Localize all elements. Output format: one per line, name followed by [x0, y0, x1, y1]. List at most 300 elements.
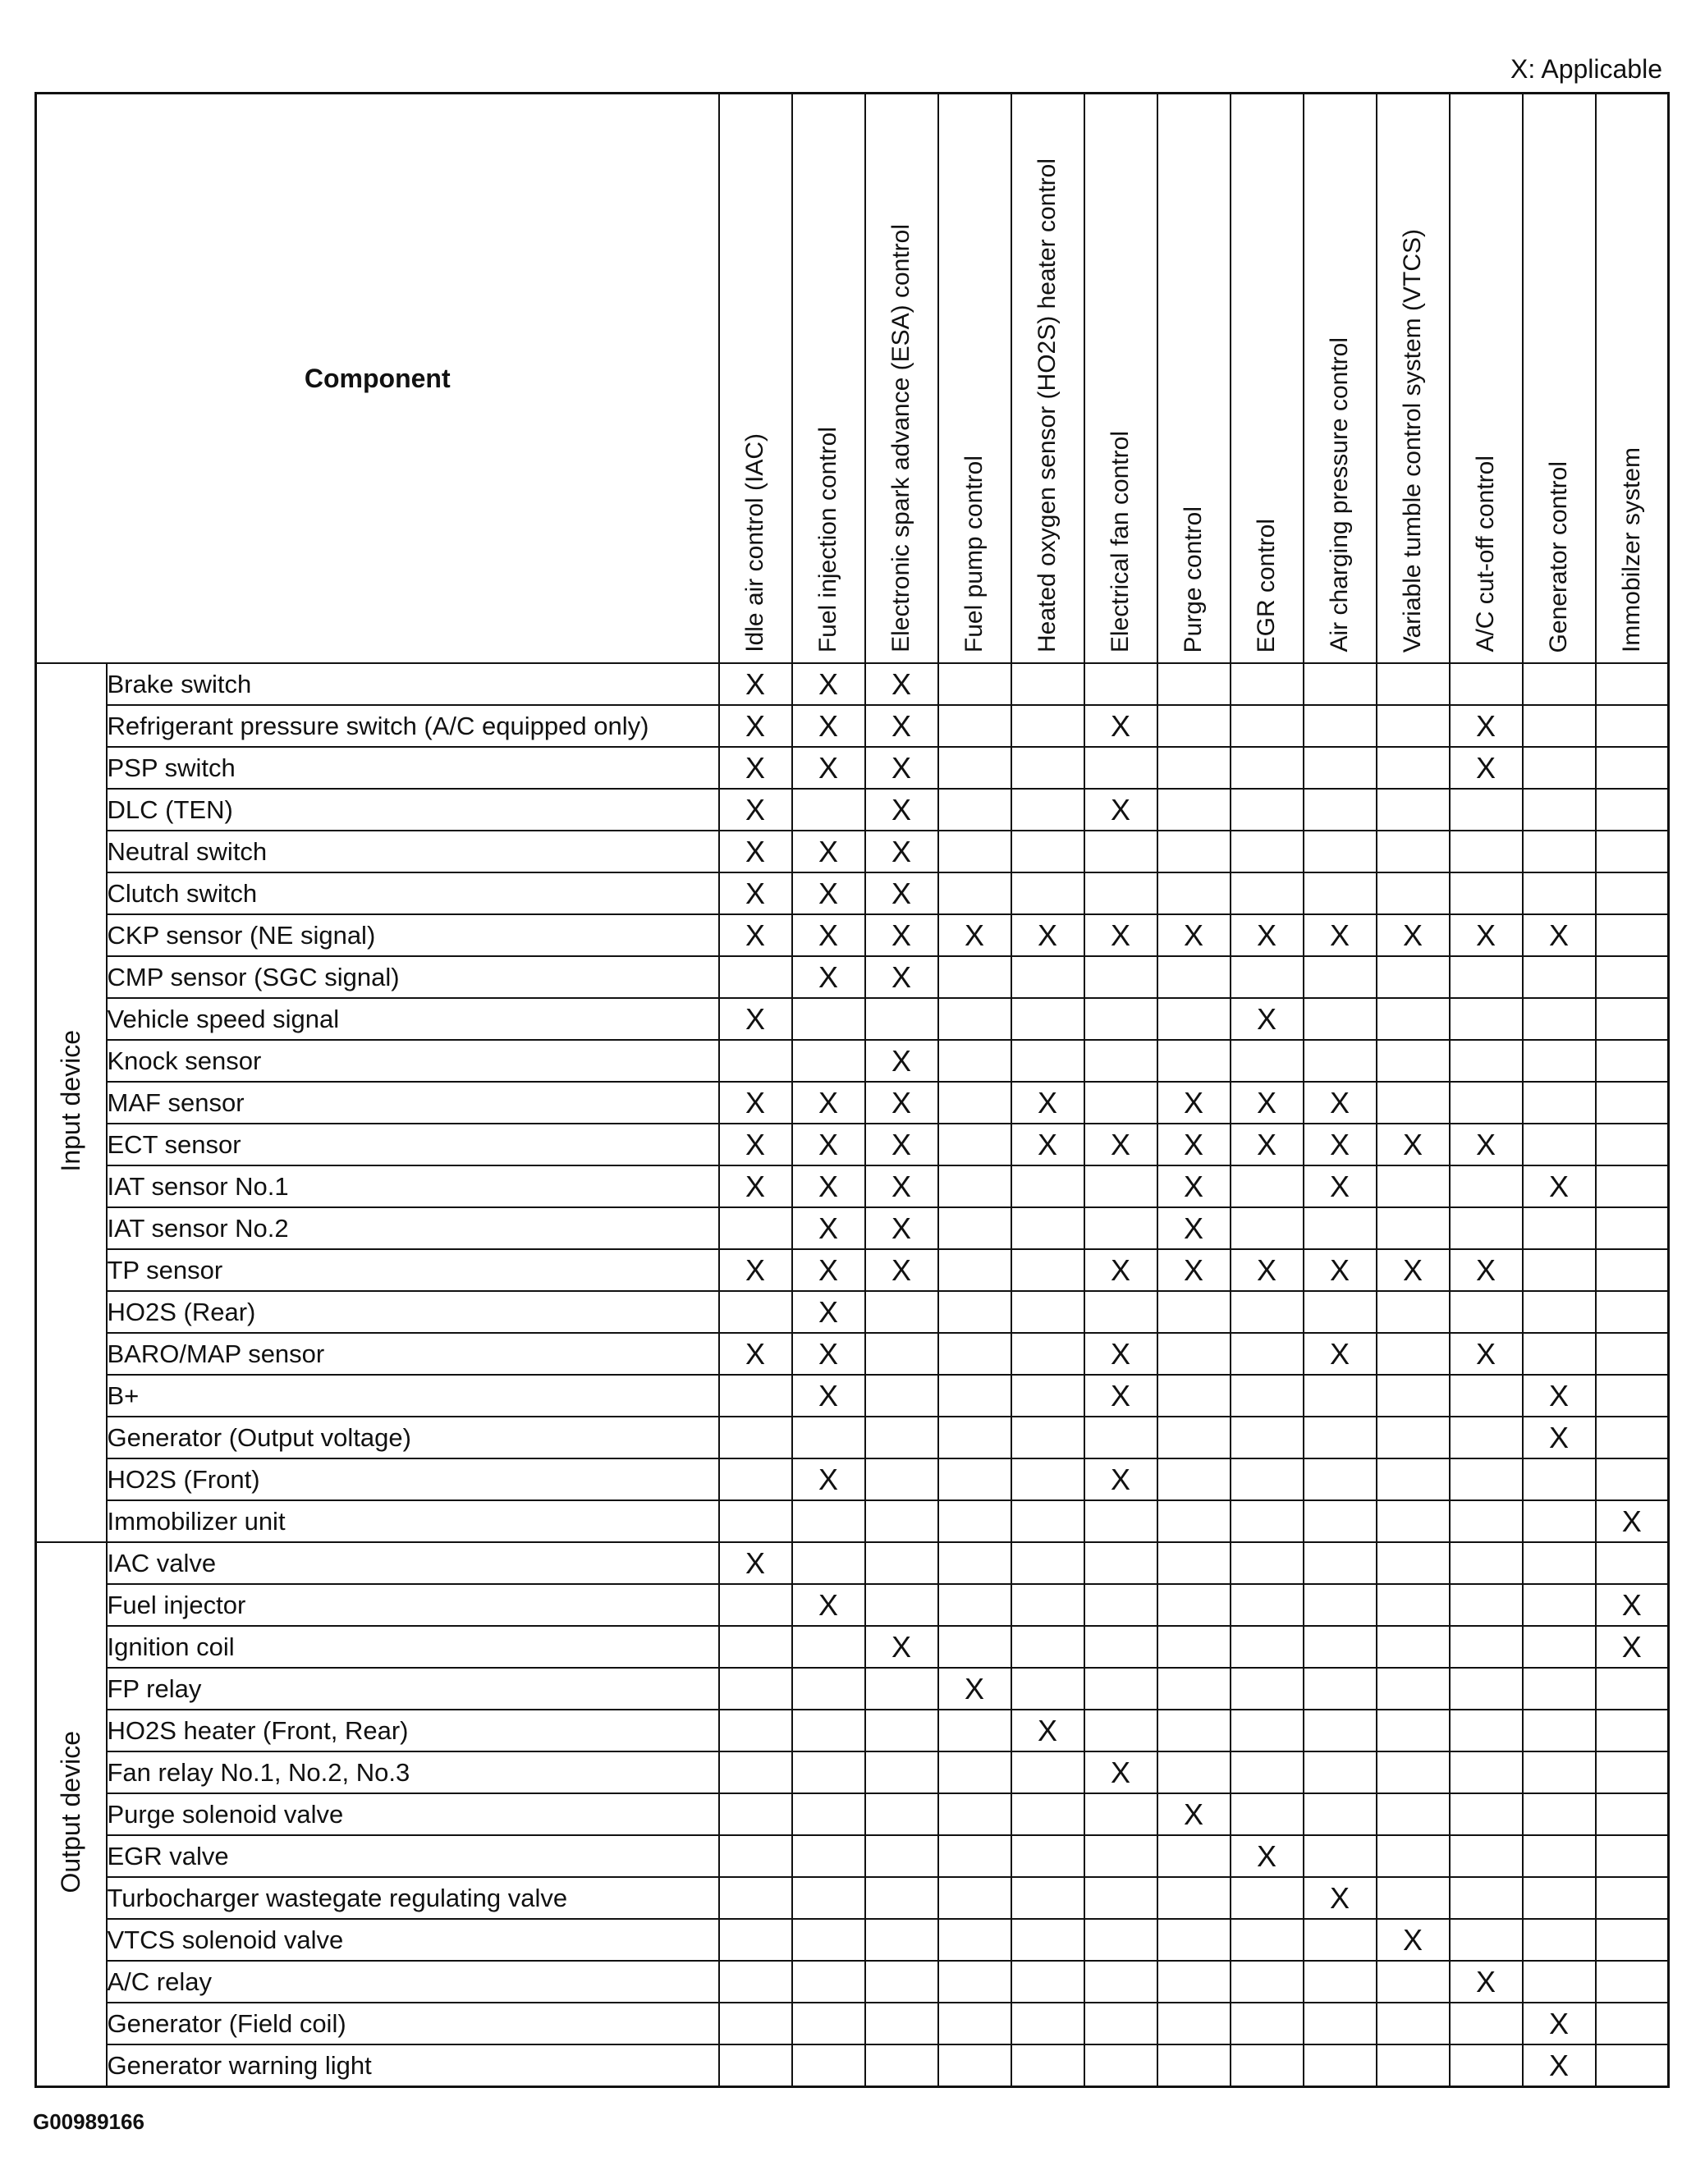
empty-cell: [1450, 1500, 1523, 1542]
applicable-mark: X: [1157, 914, 1231, 956]
empty-cell: [938, 789, 1011, 831]
empty-cell: [1450, 2044, 1523, 2087]
applicable-mark: X: [865, 1207, 938, 1249]
empty-cell: [719, 2003, 792, 2044]
applicable-mark: X: [1377, 1124, 1450, 1165]
empty-cell: [792, 1710, 865, 1751]
applicable-mark: X: [792, 1584, 865, 1626]
empty-cell: [1304, 1040, 1377, 1082]
applicable-mark: X: [1377, 914, 1450, 956]
applicable-mark: X: [938, 914, 1011, 956]
applicable-mark: X: [865, 1249, 938, 1291]
empty-cell: [1523, 831, 1596, 872]
empty-cell: [1011, 1835, 1084, 1877]
empty-cell: [1596, 1877, 1669, 1919]
empty-cell: [1084, 2003, 1157, 2044]
applicable-mark: X: [719, 705, 792, 747]
applicable-mark: X: [1157, 1793, 1231, 1835]
applicable-mark: X: [865, 705, 938, 747]
empty-cell: [1596, 1542, 1669, 1584]
system-header: [1011, 94, 1084, 664]
empty-cell: [1523, 1668, 1596, 1710]
table-row: [36, 1375, 1669, 1417]
empty-cell: [1157, 1500, 1231, 1542]
empty-cell: [1304, 1291, 1377, 1333]
empty-cell: [1523, 1584, 1596, 1626]
component-name: CKP sensor (NE signal): [107, 914, 719, 956]
applicable-mark: X: [1523, 914, 1596, 956]
empty-cell: [1157, 1835, 1231, 1877]
empty-cell: [865, 1500, 938, 1542]
applicable-mark: X: [792, 872, 865, 914]
empty-cell: [1011, 1668, 1084, 1710]
empty-cell: [938, 1165, 1011, 1207]
empty-cell: [792, 1793, 865, 1835]
empty-cell: [1450, 1710, 1523, 1751]
empty-cell: [1011, 1542, 1084, 1584]
empty-cell: [1523, 1710, 1596, 1751]
empty-cell: [1011, 1626, 1084, 1668]
applicable-mark: X: [719, 831, 792, 872]
empty-cell: [1011, 1249, 1084, 1291]
empty-cell: [1157, 1626, 1231, 1668]
applicable-mark: X: [1523, 2044, 1596, 2087]
empty-cell: [1084, 1500, 1157, 1542]
empty-cell: [1084, 1584, 1157, 1626]
table-row: [36, 2044, 1669, 2087]
empty-cell: [1011, 1500, 1084, 1542]
empty-cell: [938, 1961, 1011, 2003]
empty-cell: [1523, 1124, 1596, 1165]
applicable-mark: X: [792, 747, 865, 789]
empty-cell: [938, 1626, 1011, 1668]
empty-cell: [1596, 789, 1669, 831]
empty-cell: [1084, 831, 1157, 872]
table-row: [36, 1835, 1669, 1877]
empty-cell: [938, 1710, 1011, 1751]
applicable-mark: X: [719, 1124, 792, 1165]
empty-cell: [1231, 872, 1304, 914]
empty-cell: [1084, 1040, 1157, 1082]
empty-cell: [1377, 1500, 1450, 1542]
empty-cell: [1231, 1584, 1304, 1626]
empty-cell: [1231, 789, 1304, 831]
table-row: [36, 1961, 1669, 2003]
empty-cell: [1596, 1375, 1669, 1417]
applicable-mark: X: [1304, 1124, 1377, 1165]
empty-cell: [1084, 872, 1157, 914]
empty-cell: [938, 663, 1011, 705]
component-name: Brake switch: [107, 663, 719, 705]
empty-cell: [1596, 1082, 1669, 1124]
empty-cell: [938, 1291, 1011, 1333]
table-row: [36, 1542, 1669, 1584]
applicable-mark: X: [1450, 747, 1523, 789]
system-header-label: Purge control: [1180, 506, 1207, 652]
empty-cell: [792, 1668, 865, 1710]
empty-cell: [865, 1961, 938, 2003]
table-row: [36, 789, 1669, 831]
empty-cell: [865, 1417, 938, 1458]
empty-cell: [1084, 998, 1157, 1040]
empty-cell: [1084, 663, 1157, 705]
system-header: [1523, 94, 1596, 664]
empty-cell: [938, 1333, 1011, 1375]
empty-cell: [865, 1291, 938, 1333]
empty-cell: [1377, 1835, 1450, 1877]
empty-cell: [1523, 1751, 1596, 1793]
empty-cell: [1596, 2044, 1669, 2087]
applicable-mark: X: [1377, 1249, 1450, 1291]
empty-cell: [1011, 663, 1084, 705]
empty-cell: [1304, 1793, 1377, 1835]
empty-cell: [1377, 1333, 1450, 1375]
empty-cell: [1011, 831, 1084, 872]
applicable-legend: X: Applicable: [1510, 54, 1662, 84]
applicable-mark: X: [719, 1542, 792, 1584]
empty-cell: [1450, 1375, 1523, 1417]
applicable-mark: X: [792, 1291, 865, 1333]
empty-cell: [1157, 705, 1231, 747]
empty-cell: [719, 2044, 792, 2087]
empty-cell: [1231, 1375, 1304, 1417]
empty-cell: [865, 2044, 938, 2087]
empty-cell: [938, 1040, 1011, 1082]
empty-cell: [1304, 1542, 1377, 1584]
applicable-mark: X: [1157, 1207, 1231, 1249]
empty-cell: [1304, 2044, 1377, 2087]
empty-cell: [1377, 1458, 1450, 1500]
applicable-mark: X: [719, 914, 792, 956]
empty-cell: [1377, 831, 1450, 872]
empty-cell: [1011, 1584, 1084, 1626]
applicable-mark: X: [865, 663, 938, 705]
component-name: Generator (Output voltage): [107, 1417, 719, 1458]
empty-cell: [1377, 789, 1450, 831]
system-header-label: Fuel pump control: [960, 455, 988, 652]
applicable-mark: X: [1231, 1124, 1304, 1165]
applicable-mark: X: [1523, 1417, 1596, 1458]
empty-cell: [1450, 1542, 1523, 1584]
table-row: [36, 1333, 1669, 1375]
device-group-text: Input device: [56, 1029, 86, 1172]
empty-cell: [1011, 1919, 1084, 1961]
applicable-mark: X: [792, 1249, 865, 1291]
empty-cell: [792, 1751, 865, 1793]
empty-cell: [1596, 1207, 1669, 1249]
device-group-text: Output device: [56, 1731, 86, 1893]
empty-cell: [865, 998, 938, 1040]
table-row: [36, 1207, 1669, 1249]
empty-cell: [1084, 1668, 1157, 1710]
empty-cell: [1084, 747, 1157, 789]
empty-cell: [1596, 747, 1669, 789]
empty-cell: [1157, 789, 1231, 831]
system-header: [1304, 94, 1377, 664]
applicable-mark: X: [1231, 1835, 1304, 1877]
device-group-label: [36, 663, 107, 1542]
applicable-mark: X: [792, 956, 865, 998]
applicable-mark: X: [1596, 1500, 1669, 1542]
empty-cell: [1084, 1919, 1157, 1961]
empty-cell: [1157, 1417, 1231, 1458]
component-name: CMP sensor (SGC signal): [107, 956, 719, 998]
applicable-mark: X: [865, 956, 938, 998]
empty-cell: [865, 1375, 938, 1417]
component-system-matrix: [34, 92, 1670, 2088]
empty-cell: [1011, 1333, 1084, 1375]
empty-cell: [1231, 1040, 1304, 1082]
empty-cell: [938, 1877, 1011, 1919]
system-header-label: EGR control: [1253, 518, 1280, 652]
applicable-mark: X: [719, 998, 792, 1040]
component-name: Clutch switch: [107, 872, 719, 914]
applicable-mark: X: [1084, 1375, 1157, 1417]
empty-cell: [1450, 1165, 1523, 1207]
system-header-label: Variable tumble control system (VTCS): [1399, 228, 1426, 652]
empty-cell: [1157, 663, 1231, 705]
component-name: Fan relay No.1, No.2, No.3: [107, 1751, 719, 1793]
empty-cell: [1377, 1668, 1450, 1710]
empty-cell: [865, 1333, 938, 1375]
empty-cell: [938, 831, 1011, 872]
applicable-mark: X: [792, 914, 865, 956]
component-name: IAT sensor No.1: [107, 1165, 719, 1207]
applicable-mark: X: [1450, 705, 1523, 747]
empty-cell: [1231, 663, 1304, 705]
empty-cell: [1523, 705, 1596, 747]
empty-cell: [1596, 663, 1669, 705]
empty-cell: [1304, 1458, 1377, 1500]
empty-cell: [1450, 789, 1523, 831]
empty-cell: [1377, 2044, 1450, 2087]
empty-cell: [1231, 1668, 1304, 1710]
empty-cell: [1304, 1961, 1377, 2003]
table-row: [36, 1082, 1669, 1124]
empty-cell: [1377, 1165, 1450, 1207]
empty-cell: [938, 1751, 1011, 1793]
empty-cell: [1450, 1584, 1523, 1626]
empty-cell: [1450, 1040, 1523, 1082]
empty-cell: [1157, 831, 1231, 872]
component-header: Component: [36, 94, 719, 664]
empty-cell: [1157, 1040, 1231, 1082]
applicable-mark: X: [1450, 1249, 1523, 1291]
empty-cell: [1084, 1291, 1157, 1333]
empty-cell: [1377, 1961, 1450, 2003]
empty-cell: [1231, 1919, 1304, 1961]
empty-cell: [1231, 1877, 1304, 1919]
empty-cell: [1377, 1584, 1450, 1626]
empty-cell: [1157, 2044, 1231, 2087]
empty-cell: [938, 1793, 1011, 1835]
empty-cell: [792, 1040, 865, 1082]
empty-cell: [1011, 1751, 1084, 1793]
table-row: [36, 747, 1669, 789]
empty-cell: [719, 1793, 792, 1835]
empty-cell: [1523, 663, 1596, 705]
empty-cell: [1231, 1751, 1304, 1793]
empty-cell: [1231, 1291, 1304, 1333]
empty-cell: [1231, 705, 1304, 747]
applicable-mark: X: [1377, 1919, 1450, 1961]
empty-cell: [792, 1961, 865, 2003]
applicable-mark: X: [1304, 914, 1377, 956]
component-name: Fuel injector: [107, 1584, 719, 1626]
applicable-mark: X: [792, 1165, 865, 1207]
table-row: [36, 1124, 1669, 1165]
empty-cell: [1450, 1082, 1523, 1124]
empty-cell: [1304, 2003, 1377, 2044]
component-name: Purge solenoid valve: [107, 1793, 719, 1835]
empty-cell: [1377, 872, 1450, 914]
empty-cell: [719, 1961, 792, 2003]
table-row: [36, 1793, 1669, 1835]
empty-cell: [1157, 1961, 1231, 2003]
table-row: [36, 998, 1669, 1040]
applicable-mark: X: [1011, 1124, 1084, 1165]
empty-cell: [938, 1082, 1011, 1124]
applicable-mark: X: [1523, 1375, 1596, 1417]
empty-cell: [938, 2003, 1011, 2044]
empty-cell: [719, 1291, 792, 1333]
applicable-mark: X: [1084, 1333, 1157, 1375]
empty-cell: [1157, 1877, 1231, 1919]
empty-cell: [1231, 956, 1304, 998]
component-name: MAF sensor: [107, 1082, 719, 1124]
empty-cell: [1084, 1417, 1157, 1458]
empty-cell: [1157, 1668, 1231, 1710]
empty-cell: [1084, 1961, 1157, 2003]
system-header: [1596, 94, 1669, 664]
applicable-mark: X: [865, 831, 938, 872]
system-header: [938, 94, 1011, 664]
empty-cell: [1596, 831, 1669, 872]
empty-cell: [719, 1919, 792, 1961]
system-header-label: Immobilzer system: [1617, 446, 1645, 652]
empty-cell: [1304, 1417, 1377, 1458]
component-name: Knock sensor: [107, 1040, 719, 1082]
empty-cell: [1596, 1751, 1669, 1793]
header-row: [36, 94, 1669, 664]
empty-cell: [1011, 872, 1084, 914]
table-row: [36, 1040, 1669, 1082]
empty-cell: [1523, 1040, 1596, 1082]
empty-cell: [1157, 1919, 1231, 1961]
empty-cell: [1304, 1710, 1377, 1751]
applicable-mark: X: [1304, 1165, 1377, 1207]
empty-cell: [1596, 1458, 1669, 1500]
empty-cell: [1596, 1668, 1669, 1710]
applicable-mark: X: [719, 1082, 792, 1124]
empty-cell: [1523, 1458, 1596, 1500]
empty-cell: [1596, 2003, 1669, 2044]
table-row: [36, 831, 1669, 872]
applicable-mark: X: [792, 1458, 865, 1500]
empty-cell: [1157, 747, 1231, 789]
table-row: [36, 1751, 1669, 1793]
empty-cell: [865, 1919, 938, 1961]
empty-cell: [1084, 1877, 1157, 1919]
empty-cell: [1377, 1207, 1450, 1249]
empty-cell: [938, 705, 1011, 747]
empty-cell: [1450, 956, 1523, 998]
empty-cell: [1596, 1124, 1669, 1165]
empty-cell: [1523, 872, 1596, 914]
empty-cell: [1523, 1291, 1596, 1333]
empty-cell: [792, 1919, 865, 1961]
system-header-label: Fuel injection control: [814, 426, 841, 652]
empty-cell: [719, 1668, 792, 1710]
applicable-mark: X: [865, 1082, 938, 1124]
empty-cell: [1011, 1207, 1084, 1249]
system-header: [719, 94, 792, 664]
applicable-mark: X: [865, 872, 938, 914]
empty-cell: [1450, 1793, 1523, 1835]
empty-cell: [1596, 1165, 1669, 1207]
empty-cell: [1157, 2003, 1231, 2044]
empty-cell: [1377, 998, 1450, 1040]
applicable-mark: X: [719, 872, 792, 914]
empty-cell: [1450, 663, 1523, 705]
empty-cell: [1450, 2003, 1523, 2044]
empty-cell: [1377, 663, 1450, 705]
empty-cell: [1084, 1835, 1157, 1877]
empty-cell: [1011, 1877, 1084, 1919]
empty-cell: [1231, 1500, 1304, 1542]
empty-cell: [719, 1417, 792, 1458]
applicable-mark: X: [792, 1207, 865, 1249]
empty-cell: [938, 956, 1011, 998]
empty-cell: [792, 1626, 865, 1668]
empty-cell: [1523, 789, 1596, 831]
applicable-mark: X: [792, 1124, 865, 1165]
empty-cell: [1157, 1333, 1231, 1375]
applicable-mark: X: [719, 747, 792, 789]
component-name: Refrigerant pressure switch (A/C equipped only): [107, 705, 719, 747]
applicable-mark: X: [1084, 1249, 1157, 1291]
empty-cell: [938, 2044, 1011, 2087]
system-header: [1450, 94, 1523, 664]
applicable-mark: X: [1011, 1082, 1084, 1124]
applicable-mark: X: [792, 663, 865, 705]
empty-cell: [865, 1710, 938, 1751]
empty-cell: [1304, 1626, 1377, 1668]
empty-cell: [1377, 1542, 1450, 1584]
empty-cell: [1377, 2003, 1450, 2044]
empty-cell: [1523, 1877, 1596, 1919]
applicable-mark: X: [1304, 1249, 1377, 1291]
empty-cell: [1231, 1165, 1304, 1207]
empty-cell: [1157, 1542, 1231, 1584]
empty-cell: [719, 1584, 792, 1626]
table-row: [36, 1626, 1669, 1668]
table-row: [36, 1458, 1669, 1500]
empty-cell: [938, 1500, 1011, 1542]
applicable-mark: X: [792, 705, 865, 747]
applicable-mark: X: [1450, 1333, 1523, 1375]
applicable-mark: X: [865, 1626, 938, 1668]
empty-cell: [865, 1458, 938, 1500]
applicable-mark: X: [1231, 914, 1304, 956]
system-header: [1157, 94, 1231, 664]
empty-cell: [1304, 872, 1377, 914]
empty-cell: [1157, 956, 1231, 998]
empty-cell: [1304, 1207, 1377, 1249]
empty-cell: [1377, 956, 1450, 998]
component-name: Generator (Field coil): [107, 2003, 719, 2044]
empty-cell: [1450, 1291, 1523, 1333]
